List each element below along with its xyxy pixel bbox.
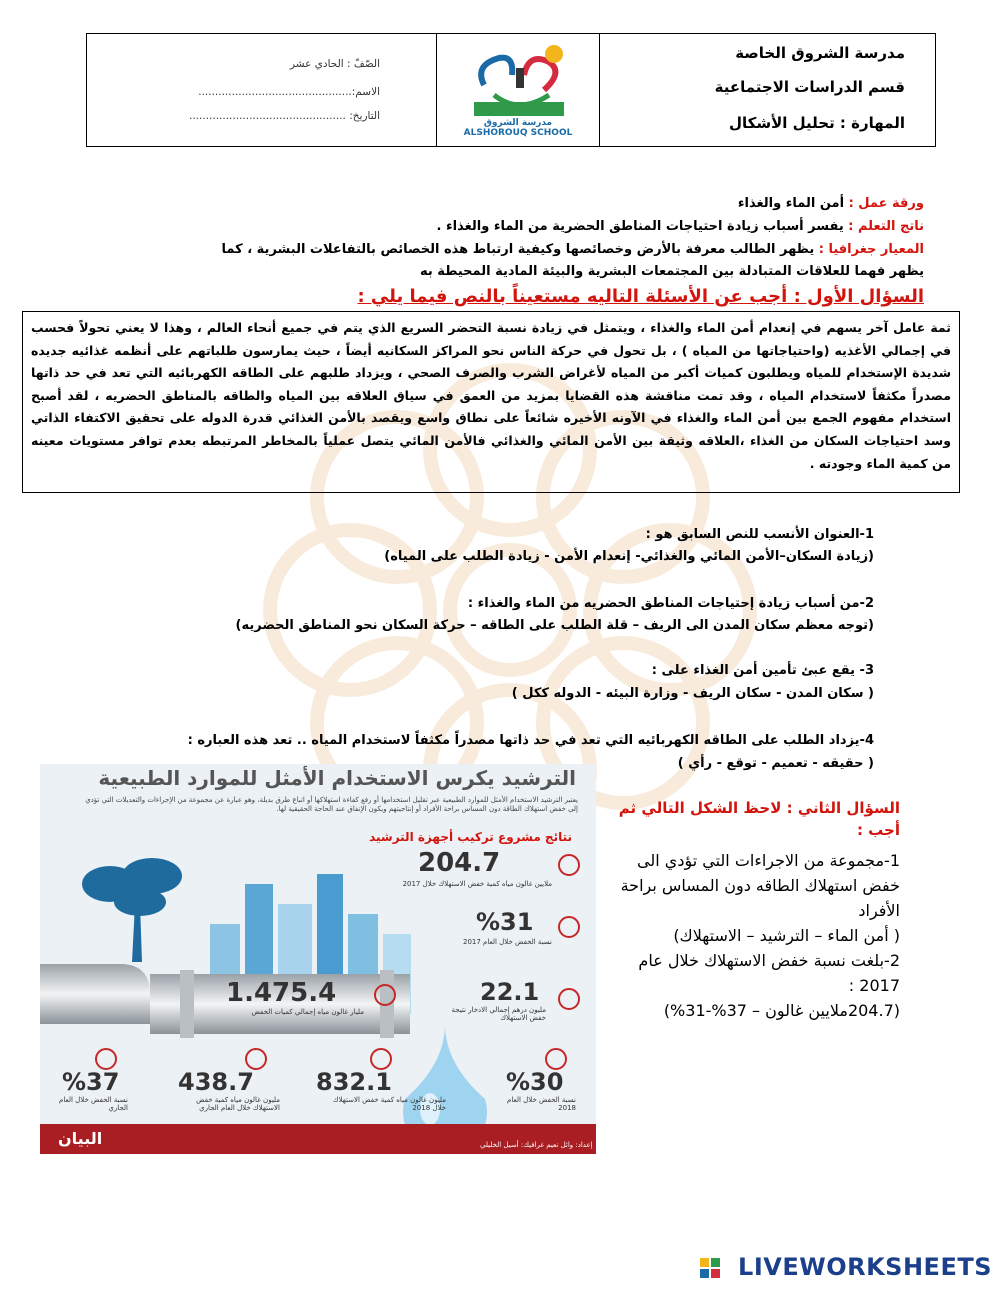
school-logo <box>436 34 600 146</box>
stat-7-value: 832.1 <box>316 1068 392 1096</box>
stat-5-caption: نسبة الخفض خلال العام الجاري <box>59 1096 128 1112</box>
stat-4-value: 22.1 <box>480 978 540 1006</box>
stat-8-value: %30 <box>506 1068 564 1096</box>
skill: المهارة : تحليل الأشكال <box>728 114 905 132</box>
infographic-subtitle: نتائج مشروع تركيب أجهزة الترشيد <box>369 830 572 844</box>
stat-6-value: 438.7 <box>178 1068 254 1096</box>
outcome-label: ناتج التعلم : <box>848 219 924 234</box>
outcome-line <box>437 219 925 234</box>
stat-1-value: 204.7 <box>418 848 501 878</box>
stat-8-caption: نسبة الخفض خلال العام 2018 <box>507 1096 576 1112</box>
building-icon <box>374 984 396 1006</box>
school-info <box>599 34 935 146</box>
school-name: مدرسة الشروق الخاصة <box>735 44 905 62</box>
q1-item-4-options[interactable]: ( حقيقه - تعميم - توقع - رأي ) <box>677 756 874 771</box>
standard-line <box>222 242 924 257</box>
stat-3-value: 1.475.4 <box>226 978 337 1008</box>
infographic-credit: إعداد: وائل نعيم غرافيك: أسيل الخليلي <box>480 1141 593 1149</box>
q1-item-2-question: 2-من أسباب زيادة إحتياجات المناطق الحضريه من الماء والغذاء : <box>467 596 874 611</box>
stat-2-caption: نسبة الخفض خلال العام 2017 <box>462 938 552 946</box>
standard-text: يظهر الطالب معرفة بالأرض وخصائصها وكيفية ارتباط هذه الخصائص بالتفاعلات البشرية ، كما <box>221 242 815 257</box>
outcome-text: يفسر أسباب زيادة احتياجات المناطق الحضرية من الماء والغذاء . <box>436 219 844 234</box>
q1-item-2-options[interactable]: (توجه معظم سكان المدن الى الريف – قلة الطلب على الطاقه – حركة السكان نحو المناطق الحضريه) <box>235 618 874 633</box>
department: قسم الدراسات الاجتماعية <box>714 78 905 96</box>
passage-box <box>22 311 960 493</box>
standard-line-2: يظهر فهما للعلاقات المتبادلة بين المجتمعات البشرية والبيئة المادية المحيطة به <box>420 264 924 279</box>
newspaper-logo: البيان <box>58 1129 103 1148</box>
q2-line-1: 1-مجموعة من الاجراءات التي تؤدي الى خفض استهلاك الطاقه دون المساس براحة الأفراد <box>620 851 900 920</box>
stat-1-caption: ملايين غالون مياه كمية خفض الاستهلاك خلال 2017 <box>402 880 552 888</box>
stat-3-caption: مليار غالون مياه إجمالي كميات الخفض <box>251 1008 364 1016</box>
stat-7-caption: مليون غالون مياه كمية خفض الاستهلاك خلال 2018 <box>332 1096 446 1112</box>
stat-2-value: %31 <box>476 908 534 936</box>
question1-title: السؤال الأول : أجب عن الأسئلة التاليه مستعيناً بالنص فيما يلي : <box>357 286 924 307</box>
q2-line-4[interactable]: (204.7ملايين غالون – 37%-31%) <box>663 1001 900 1020</box>
percent-icon-2 <box>95 1048 117 1070</box>
q1-item-4-question: 4-يزداد الطلب على الطاقه الكهربائيه التي تعد في حد ذاتها مصدراً مكثفاً لاستخدام المياه .. تعد هذه العباره : <box>187 733 874 748</box>
q1-item-1-question: 1-العنوان الأنسب للنص السابق هو : <box>645 527 874 542</box>
percent-icon <box>558 916 580 938</box>
passage-text: ثمة عامل آخر يسهم في إنعدام أمن الماء والغذاء ، ويتمثل في زيادة نسبة التحضر السريع الذي يتم في جميع أنحاء العالم ، وهذا لا يعني تحولاً فحسب في إجمالي الأغذيه (واحتياجاتها من المياه ) ، بل تحول في حركة الناس نحو المراكز السكانيه أيضاً ، حيث يمارسون طلباتهم على أنظمه غذائيه جديده شديدة الإستخدام للمياه ويطلبون كميات أكبر من المياه لأغراض الشرب والصرف الصحي ، ويزداد طلبهم على الطاقه الكهربائيه التي تعد في حد ذاتها مصدراً مكثفاً لاستخدام المياه ، وقد تمت مناقشة هذه القضايا بمزيد من العمق في سياق العلاقه بين المياه والطاقه بالمناطق الحضريه ، لقد أصبح استخدام مفهوم الجمع بين أمن الماء والغذاء في الآونه الأخيره شائعاً على نطاق واسع ويقصد بالأمن الغذائي قدرة الدوله على تحقيق الاكتفاء الذاتي وسد احتياجات السكان من الغذاء ،العلاقه وثيقة بين الأمن المائي والغذائي فالأمن المائي يتصل عملياً بالمخاطر المرتبطه بعدم توافر مستويات معينه من كمية الماء وجودته . <box>31 320 951 471</box>
stat-4-caption: مليون درهم إجمالي الادخار نتيجة خفض الاستهلاك <box>451 1006 546 1022</box>
percent-icon-3 <box>545 1048 567 1070</box>
grade-label: الصّفّ : الحادي عشر <box>289 58 380 70</box>
date-field[interactable]: التاريخ: ............................................... <box>189 110 380 122</box>
worksheet-title: أمن الماء والغذاء <box>737 196 845 211</box>
money-bag-icon <box>558 988 580 1010</box>
q1-item-3-options[interactable]: ( سكان المدن - سكان الريف - وزارة البيئه - الدوله ككل ) <box>511 686 874 701</box>
worksheet-title-line <box>738 196 924 211</box>
q1-item-3-question: 3- يقع عبئ تأمين أمن الغذاء على : <box>651 663 874 678</box>
logo-icon <box>454 40 584 120</box>
q2-line-2[interactable]: ( أمن الماء – الترشيد – الاستهلاك) <box>673 926 900 945</box>
q2-line-3: 2-بلغت نسبة خفض الاستهلاك خلال عام 2017 : <box>638 951 900 995</box>
question2-body <box>610 848 900 1023</box>
liveworksheets-logo-icon <box>700 1258 720 1278</box>
worksheet-label: ورقة عمل : <box>848 196 924 211</box>
infographic-footer <box>40 1124 596 1154</box>
stat-5-value: %37 <box>62 1068 120 1096</box>
logo-text: مدرسة الشروق ALSHOROUQ SCHOOL <box>463 118 573 138</box>
q1-item-1-options[interactable]: (زيادة السكان–الأمن المائي والغذائي- إنعدام الأمن - زيادة الطلب على المياه) <box>384 549 874 564</box>
liveworksheets-brand[interactable]: LIVEWORKSHEETS <box>738 1253 992 1281</box>
stat-6-caption: مليون غالون مياه كمية خفض الاستهلاك خلال العام الجاري <box>196 1096 280 1112</box>
student-info <box>87 34 437 146</box>
infographic-intro: يعتبر الترشيد الاستخدام الأمثل للموارد الطبيعية عبر تقليل استخدامها أو رفع كفاءة استهلاكها أو اتباع طرق بديلة، وهو عبارة عن مجموعة من الإجراءات والتعديلات التي تؤدي إلى خفض استهلاك الطاقة دون المساس براحة الأفراد أو إنتاجيتهم ويكون الإنفاق عند الحاجة الحقيقية لها. <box>85 796 578 813</box>
infographic-title: الترشيد يكرس الاستخدام الأمثل للموارد الطبيعية <box>98 766 576 790</box>
tap-icon <box>370 1048 392 1070</box>
question2-title: السؤال الثاني : لاحظ الشكل التالي ثم أجب : <box>618 799 900 839</box>
drop-icon <box>245 1048 267 1070</box>
standard-label: المعيار جغرافيا : <box>818 242 924 257</box>
header-box <box>86 33 936 147</box>
infographic <box>40 764 596 1154</box>
name-field[interactable]: الاسم:.............................................. <box>198 86 380 98</box>
faucet-icon <box>558 854 580 876</box>
